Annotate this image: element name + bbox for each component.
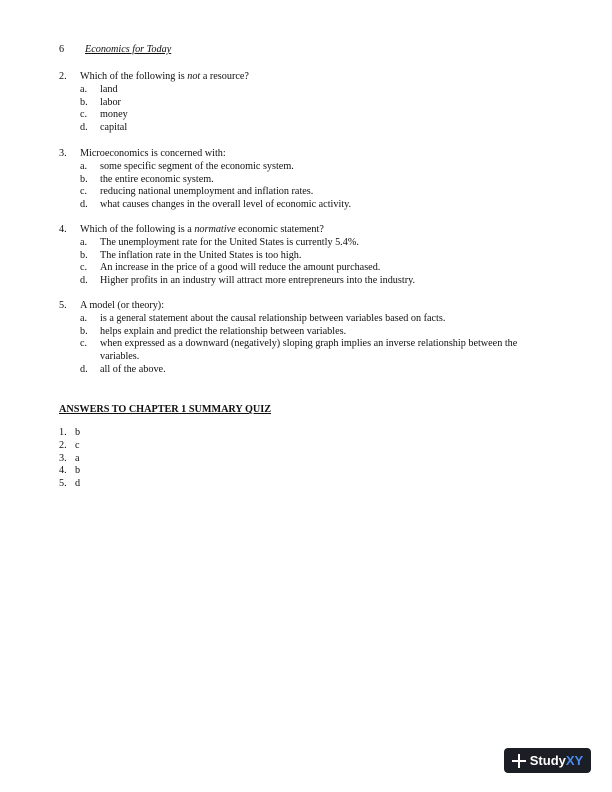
option-letter: c. xyxy=(80,109,88,121)
studyxy-logo-badge[interactable] xyxy=(504,748,591,773)
option-text: what causes changes in the overall level of economic activity. xyxy=(100,199,352,211)
plus-icon xyxy=(512,754,526,768)
question-4 xyxy=(59,224,529,288)
option-letter: d. xyxy=(80,122,88,134)
answer-option xyxy=(59,186,529,199)
stem-emphasis: normative xyxy=(194,224,236,235)
answers-heading: ANSWERS TO CHAPTER 1 SUMMARY QUIZ xyxy=(59,404,272,415)
option-letter: a. xyxy=(80,312,88,324)
option-text: the entire economic system. xyxy=(100,173,214,185)
question-number: 2. xyxy=(59,71,67,82)
answer-letter: b xyxy=(75,465,81,477)
answer-letter: a xyxy=(75,452,80,464)
answer-item xyxy=(59,478,80,491)
option-letter: c. xyxy=(80,338,88,350)
stem-text: Which of the following is xyxy=(80,71,188,82)
option-text: The inflation rate in the United States is too high. xyxy=(100,249,302,261)
brand-name-xy: XY xyxy=(565,753,584,768)
option-text: reducing national unemployment and inflation rates. xyxy=(100,186,314,198)
option-letter: b. xyxy=(80,96,88,108)
answer-option xyxy=(59,250,529,263)
option-letter: b. xyxy=(80,325,88,337)
answer-number: 1. xyxy=(59,427,67,438)
question-stem xyxy=(59,300,529,313)
option-letter: a. xyxy=(80,160,88,172)
answers-list xyxy=(59,427,80,491)
answer-option xyxy=(59,275,529,288)
answer-option xyxy=(59,122,529,135)
answer-option xyxy=(59,237,529,250)
stem-text: Microeconomics is concerned with: xyxy=(80,148,226,159)
question-number: 5. xyxy=(59,300,67,311)
answer-letter: b xyxy=(75,427,81,438)
option-letter: d. xyxy=(80,275,88,287)
option-text: money xyxy=(100,109,128,121)
page-header xyxy=(59,43,171,57)
question-5 xyxy=(59,300,529,377)
answer-option xyxy=(59,161,529,174)
question-number: 4. xyxy=(59,224,67,235)
option-text: labor xyxy=(100,96,121,108)
answer-option xyxy=(59,262,529,275)
option-letter: a. xyxy=(80,83,88,95)
option-letter: b. xyxy=(80,249,88,261)
question-2 xyxy=(59,71,529,135)
option-letter: a. xyxy=(80,236,88,248)
option-text: is a general statement about the causal relationship between variables based on facts. xyxy=(100,312,446,324)
answer-number: 2. xyxy=(59,439,67,451)
option-text: when expressed as a downward (negatively) sloping graph implies an inverse relationship between the variables. xyxy=(100,338,518,363)
option-text: The unemployment rate for the United States is currently 5.4%. xyxy=(100,236,359,248)
book-title: Economics for Today xyxy=(85,44,172,55)
option-letter: c. xyxy=(80,186,88,198)
brand-name xyxy=(530,753,583,768)
option-text: some specific segment of the economic system. xyxy=(100,160,294,172)
question-number: 3. xyxy=(59,148,67,159)
answer-option xyxy=(59,338,529,364)
question-3 xyxy=(59,148,529,212)
answer-number: 5. xyxy=(59,478,67,490)
option-text: helps explain and predict the relationship between variables. xyxy=(100,325,347,337)
answer-item xyxy=(59,440,80,453)
answer-option xyxy=(59,109,529,122)
answer-letter: c xyxy=(75,439,80,451)
answer-number: 4. xyxy=(59,465,67,477)
page-number: 6 xyxy=(59,44,65,55)
option-letter: d. xyxy=(80,363,88,375)
answer-option xyxy=(59,84,529,97)
answer-option xyxy=(59,313,529,326)
answer-option xyxy=(59,174,529,187)
answer-item xyxy=(59,465,80,478)
question-stem xyxy=(59,224,529,237)
option-text: land xyxy=(100,83,118,95)
question-stem xyxy=(59,71,529,84)
stem-text: A model (or theory): xyxy=(80,300,165,311)
stem-text: economic statement? xyxy=(235,224,324,235)
answer-option xyxy=(59,199,529,212)
question-stem xyxy=(59,148,529,161)
brand-name-study: Study xyxy=(529,753,566,768)
option-text: An increase in the price of a good will reduce the amount purchased. xyxy=(100,262,381,274)
option-letter: b. xyxy=(80,173,88,185)
stem-emphasis: not xyxy=(187,71,201,82)
answer-option xyxy=(59,326,529,339)
option-text: Higher profits in an industry will attract more entrepreneurs into the industry. xyxy=(100,275,416,287)
answer-letter: d xyxy=(75,478,81,490)
answer-number: 3. xyxy=(59,452,67,464)
stem-text: Which of the following is a xyxy=(80,224,195,235)
option-text: all of the above. xyxy=(100,363,166,375)
option-letter: d. xyxy=(80,199,88,211)
option-text: capital xyxy=(100,122,128,134)
answer-item xyxy=(59,453,80,466)
stem-text: a resource? xyxy=(200,71,249,82)
answer-option xyxy=(59,97,529,110)
answer-option xyxy=(59,364,529,377)
option-letter: c. xyxy=(80,262,88,274)
answer-item xyxy=(59,427,80,440)
